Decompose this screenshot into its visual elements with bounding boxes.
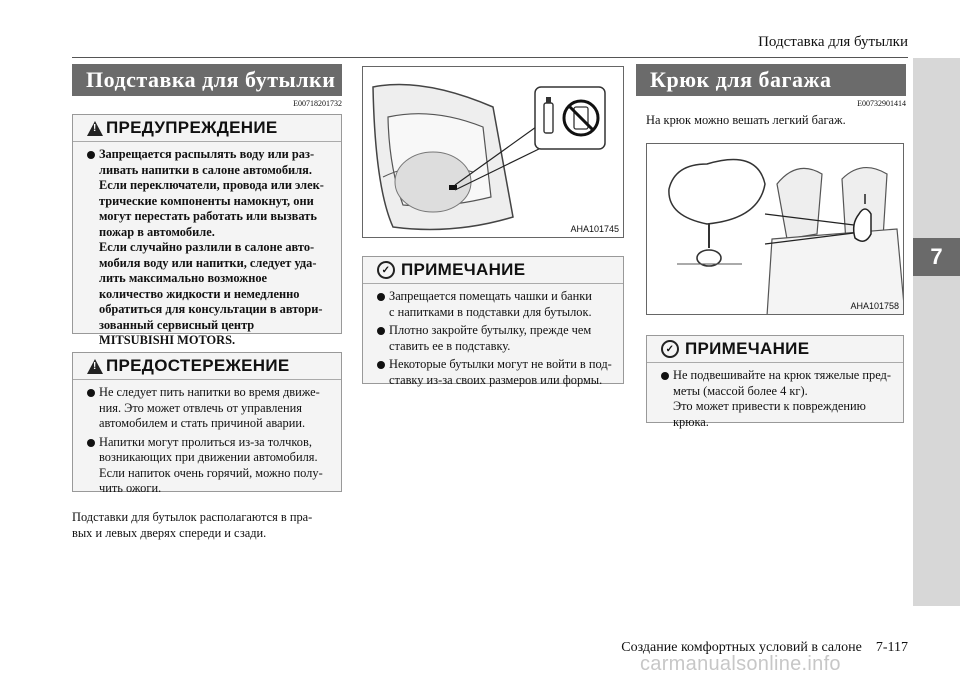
bottle-holder-illustration: [362, 66, 624, 238]
watermark-text: carmanualsonline.info: [640, 653, 841, 675]
list-item: Не следует пить напитки во время движе- ния. Это может отвлечь от управления автомобилем и стать причиной аварии.: [87, 385, 333, 432]
note-heading-text: ПРИМЕЧАНИЕ: [685, 339, 810, 358]
note-list: [647, 363, 903, 439]
warning-list: [73, 142, 341, 358]
list-item: Не подвешивайте на крюк тяжелые пред- меты (массой более 4 кг). Это может привести к повреждению крюка.: [661, 368, 895, 430]
list-item: Некоторые бутылки могут не войти в под- ставку из-за своих размеров или формы.: [377, 357, 615, 388]
warning-triangle-icon: [87, 121, 103, 136]
section-title-bottle-holder: Подставка для бутылки: [72, 64, 342, 96]
caution-list: [73, 380, 341, 506]
warning-heading: [73, 115, 341, 142]
list-item: Запрещается помещать чашки и банки с напитками в подставки для бутылок.: [377, 289, 615, 320]
warning-heading-text: ПРЕДУПРЕЖДЕНИЕ: [106, 118, 278, 137]
body-paragraph: На крюк можно вешать легкий багаж.: [646, 113, 846, 127]
body-paragraph: Подставки для бутылок располагаются в пра- вых и левых дверях спереди и сзади.: [72, 510, 313, 540]
section-title-bag-hook: Крюк для багажа: [636, 64, 906, 96]
chapter-number: 7: [913, 238, 960, 276]
figure-code: AHA101758: [850, 301, 899, 311]
warning-triangle-icon: [87, 359, 103, 374]
figure-code: AHA101745: [570, 224, 619, 234]
bag-hook-illustration: [646, 143, 904, 315]
note-heading: [363, 257, 623, 284]
list-item: Напитки могут пролиться из-за толчков, возникающих при движении автомобиля. Если напиток очень горячий, можно полу- чить ожоги.: [87, 435, 333, 497]
note-icon: ✓: [377, 261, 395, 279]
warning-box: [72, 114, 342, 347]
section-code: E00718201732: [293, 99, 342, 108]
running-header: Подставка для бутылки: [758, 34, 908, 50]
note-heading: [647, 336, 903, 363]
header-divider: [72, 57, 908, 58]
note-icon: ✓: [661, 340, 679, 358]
section-code: E00732901414: [857, 99, 906, 108]
note-list: [363, 284, 623, 397]
page-footer: Создание комфортных условий в салоне 7-117: [621, 640, 908, 655]
list-item: Плотно закройте бутылку, прежде чем ставить ее в подставку.: [377, 323, 615, 354]
caution-heading-text: ПРЕДОСТЕРЕЖЕНИЕ: [106, 356, 290, 375]
note-heading-text: ПРИМЕЧАНИЕ: [401, 260, 526, 279]
caution-heading: [73, 353, 341, 380]
caution-box: [72, 352, 342, 495]
note-box: [362, 256, 624, 387]
side-tab: [913, 58, 960, 606]
car-door-drawing: [363, 67, 624, 238]
list-item: Запрещается распылять воду или раз- ливать напитки в салоне автомобиля. Если переключатели, провода или элек- трические компоненты намокнут, они могут перестать работать или вызвать пожар в автомобиле. Если случайно разлили в салоне авто- мобиля воду или напитки, следует уда- лить максимально возможное количество жидкости и немедленно обратиться для консультации в автори- зованный сервисный центр MITSUBISHI MOTORS.: [87, 147, 333, 349]
note-box: [646, 335, 904, 429]
seat-hook-drawing: [647, 144, 904, 315]
